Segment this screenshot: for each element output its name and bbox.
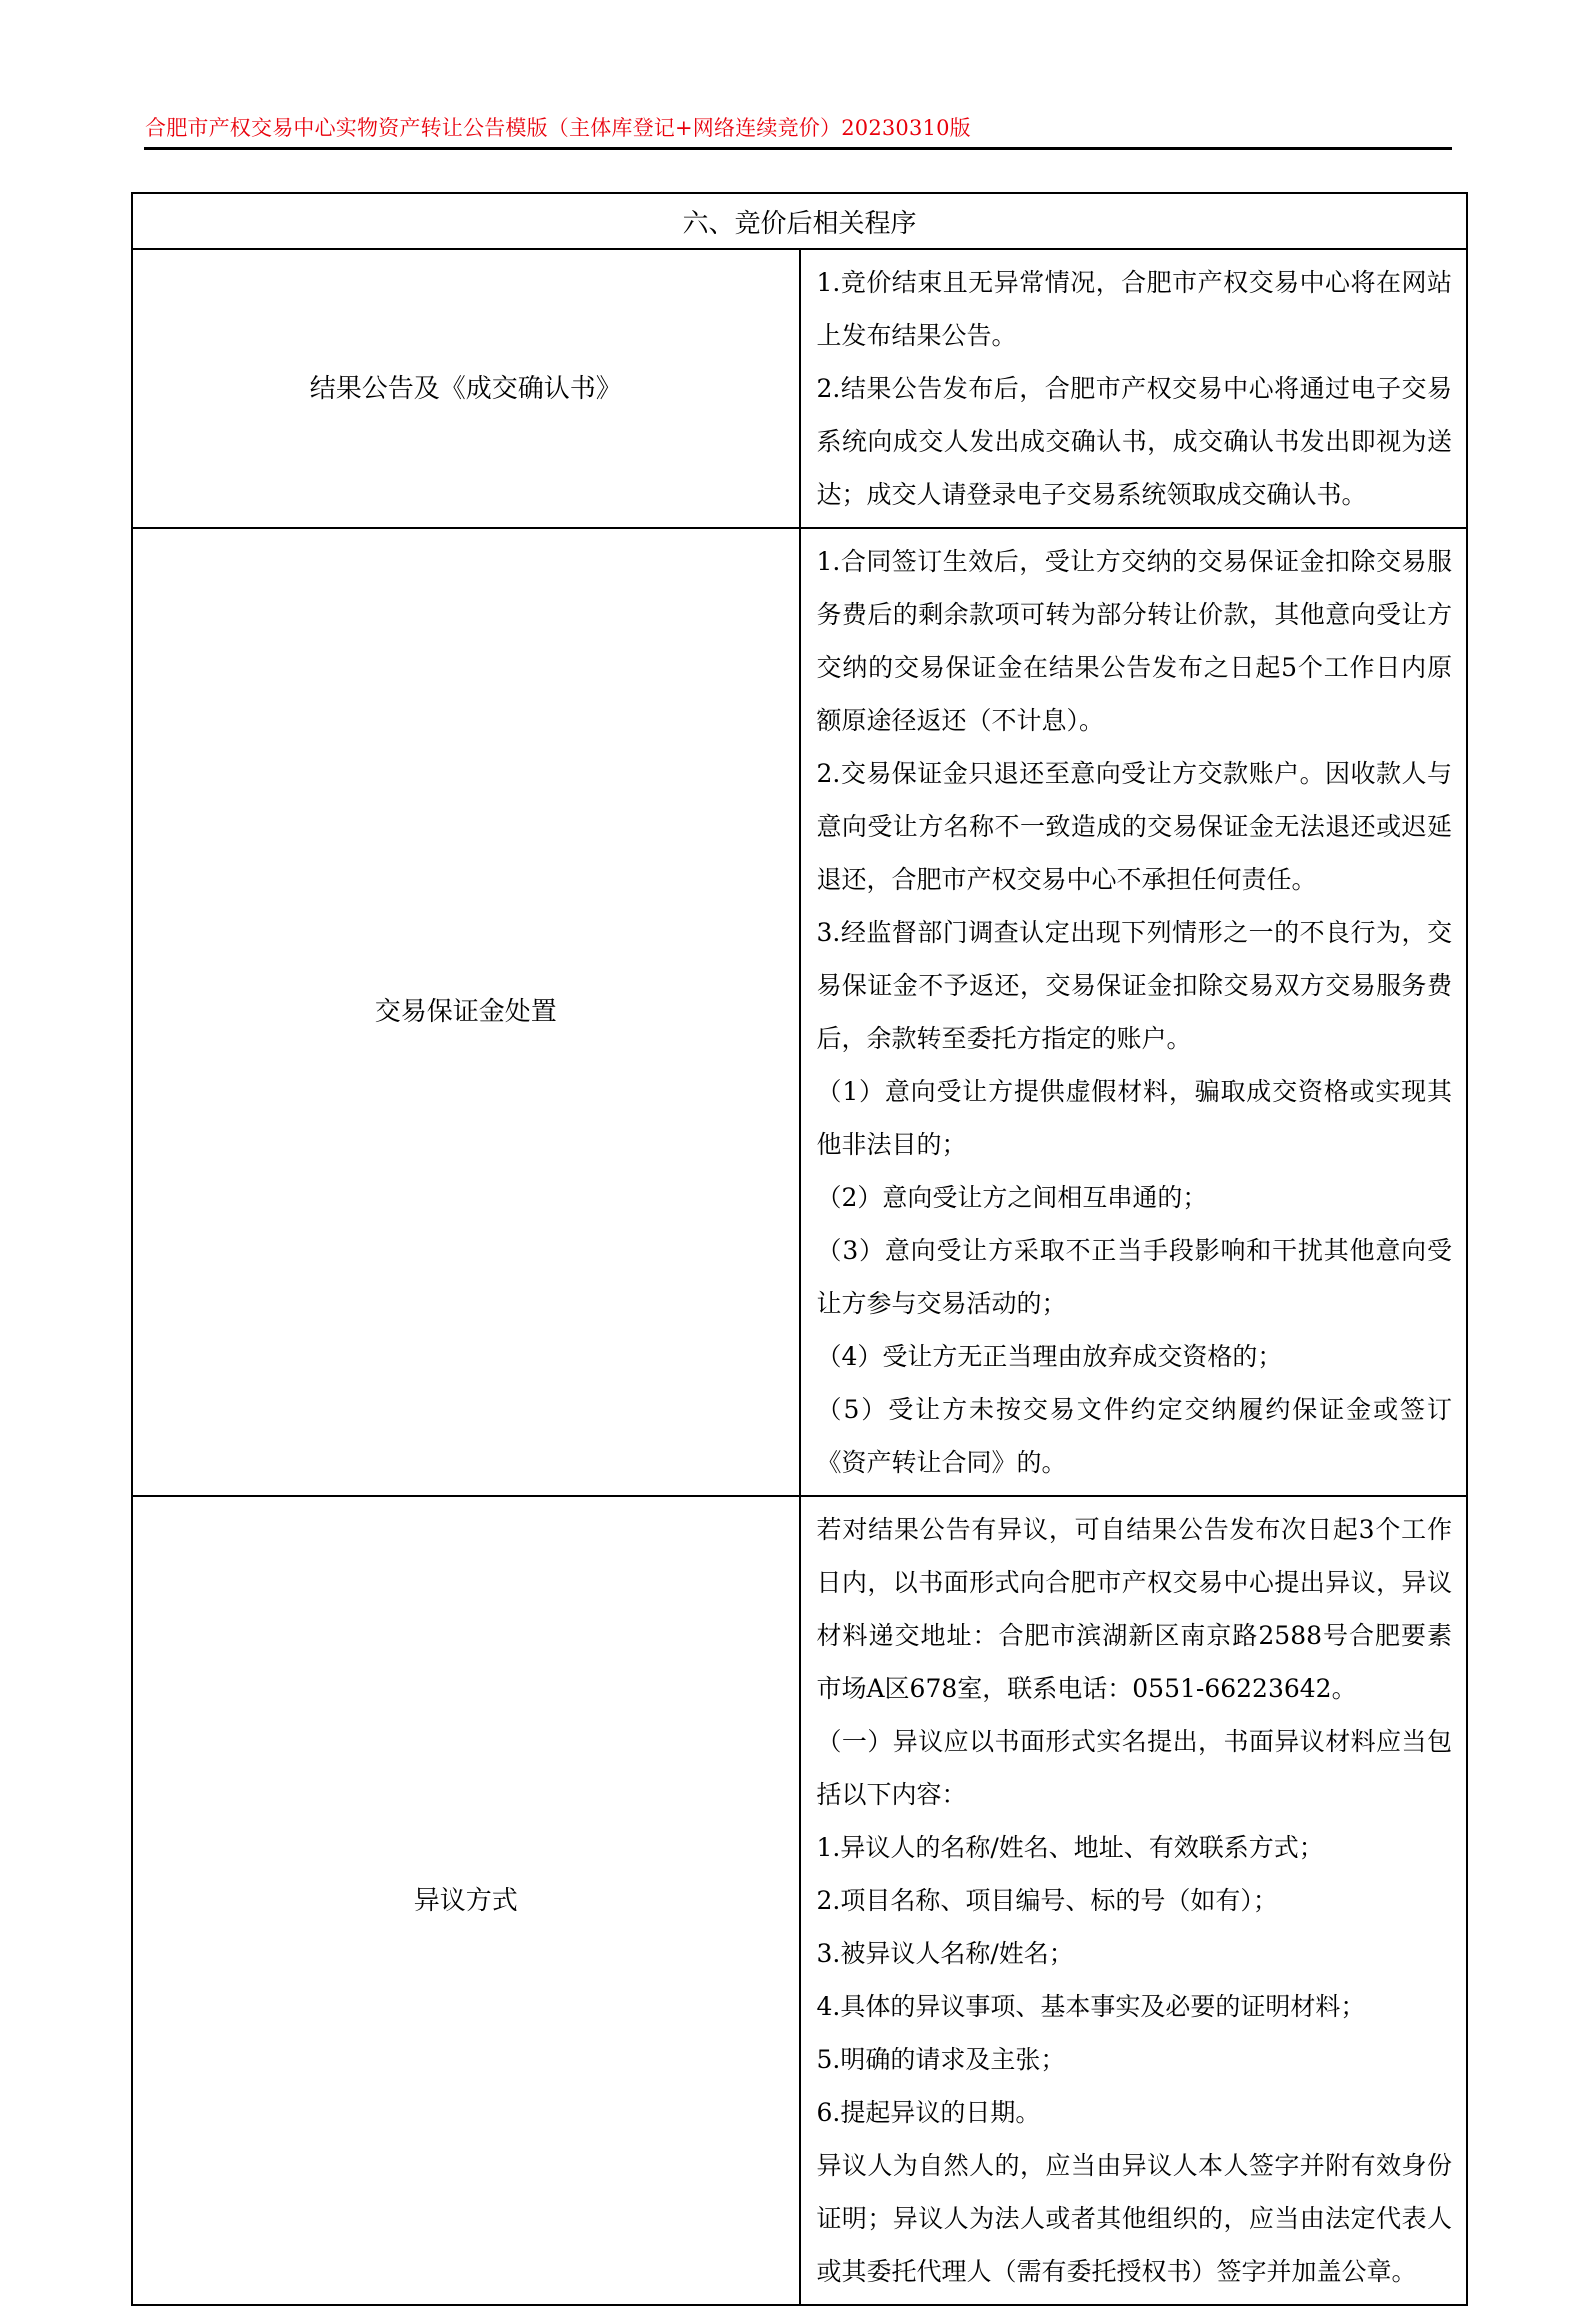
paragraph: 若对结果公告有异议，可自结果公告发布次日起3个工作日内，以书面形式向合肥市产权交易中心提出异议，异议材料递交地址：合肥市滨湖新区南京路2588号合肥要素市场A区678室，联系电话：0551-66223642。 <box>816 1515 1452 1703</box>
paragraph: 3.经监督部门调查认定出现下列情形之一的不良行为，交易保证金不予返还，交易保证金扣除交易双方交易服务费后，余款转至委托方指定的账户。 <box>816 918 1452 1053</box>
table-row <box>132 249 1467 528</box>
list-item: （1）意向受让方提供虚假材料，骗取成交资格或实现其他非法目的； <box>816 1077 1452 1159</box>
list-item: 4.具体的异议事项、基本事实及必要的证明材料； <box>816 1992 1366 2021</box>
table-row <box>132 1496 1467 2305</box>
row-label-objection: 异议方式 <box>132 1496 800 2305</box>
list-item: （2）意向受让方之间相互串通的； <box>816 1183 1208 1212</box>
list-item: 3.被异议人名称/姓名； <box>816 1939 1074 1968</box>
paragraph: 1.合同签订生效后，受让方交纳的交易保证金扣除交易服务费后的剩余款项可转为部分转让价款，其他意向受让方交纳的交易保证金在结果公告发布之日起5个工作日内原额原途径返还（不计息）。 <box>816 547 1452 735</box>
list-item: 1.异议人的名称/姓名、地址、有效联系方式； <box>816 1833 1324 1862</box>
paragraph: 1.竞价结束且无异常情况，合肥市产权交易中心将在网站上发布结果公告。 <box>816 268 1452 350</box>
paragraph: 2.结果公告发布后，合肥市产权交易中心将通过电子交易系统向成交人发出成交确认书，成交确认书发出即视为送达；成交人请登录电子交易系统领取成交确认书。 <box>816 374 1452 509</box>
procedure-table <box>131 192 1468 2306</box>
row-content-objection <box>800 1496 1468 2305</box>
list-item: 6.提起异议的日期。 <box>816 2098 1041 2127</box>
row-content-result-notice <box>800 249 1468 528</box>
table-row <box>132 528 1467 1496</box>
page-header-title: 合肥市产权交易中心实物资产转让公告模版（主体库登记+网络连续竞价）20230310版 <box>145 116 971 140</box>
paragraph: 2.交易保证金只退还至意向受让方交款账户。因收款人与意向受让方名称不一致造成的交易保证金无法退还或迟延退还，合肥市产权交易中心不承担任何责任。 <box>816 759 1452 894</box>
paragraph: 异议人为自然人的，应当由异议人本人签字并附有效身份证明；异议人为法人或者其他组织的，应当由法定代表人或其委托代理人（需有委托授权书）签字并加盖公章。 <box>816 2151 1452 2286</box>
list-item: （4）受让方无正当理由放弃成交资格的； <box>816 1342 1283 1371</box>
row-content-deposit <box>800 528 1468 1496</box>
header-rule <box>144 147 1452 150</box>
paragraph: （一）异议应以书面形式实名提出，书面异议材料应当包括以下内容： <box>816 1727 1452 1809</box>
list-item: （3）意向受让方采取不正当手段影响和干扰其他意向受让方参与交易活动的； <box>816 1236 1452 1318</box>
list-item: 2.项目名称、项目编号、标的号（如有）； <box>816 1886 1278 1915</box>
row-label-result-notice: 结果公告及《成交确认书》 <box>132 249 800 528</box>
section-title-row <box>132 193 1467 249</box>
row-label-deposit: 交易保证金处置 <box>132 528 800 1496</box>
list-item: （5）受让方未按交易文件约定交纳履约保证金或签订《资产转让合同》的。 <box>816 1395 1452 1477</box>
list-item: 5.明确的请求及主张； <box>816 2045 1066 2074</box>
section-title: 六、竞价后相关程序 <box>132 193 1467 249</box>
